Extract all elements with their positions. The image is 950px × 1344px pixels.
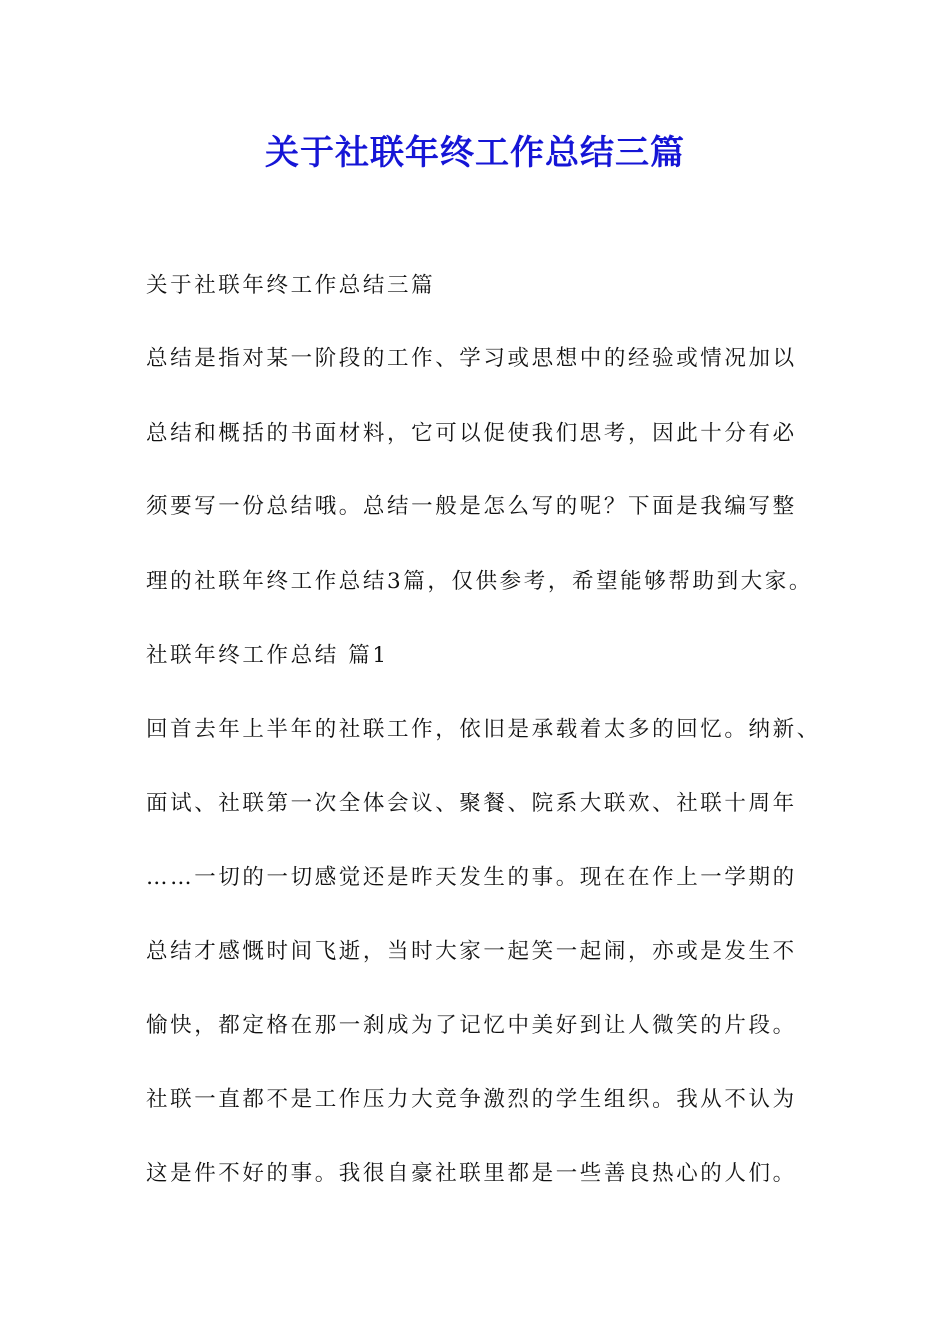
paragraph-line: 总结是指对某一阶段的工作、学习或思想中的经验或情况加以 <box>146 346 797 371</box>
paragraph-line: 回首去年上半年的社联工作，依旧是承载着太多的回忆。纳新、 <box>146 717 821 742</box>
paragraph-line: 总结和概括的书面材料，它可以促使我们思考，因此十分有必 <box>146 421 797 446</box>
paragraph-line: 总结才感慨时间飞逝，当时大家一起笑一起闹，亦或是发生不 <box>146 939 797 964</box>
paragraph-line: 愉快，都定格在那一刹成为了记忆中美好到让人微笑的片段。 <box>146 1013 797 1038</box>
paragraph-line: 须要写一份总结哦。总结一般是怎么写的呢？下面是我编写整 <box>146 494 797 519</box>
section-heading: 社联年终工作总结 篇1 <box>146 643 389 668</box>
subtitle-line: 关于社联年终工作总结三篇 <box>146 273 436 298</box>
paragraph-line: 这是件不好的事。我很自豪社联里都是一些善良热心的人们。 <box>146 1161 797 1186</box>
document-title: 关于社联年终工作总结三篇 <box>265 133 685 173</box>
paragraph-line: 社联一直都不是工作压力大竞争激烈的学生组织。我从不认为 <box>146 1087 797 1112</box>
paragraph-line: 面试、社联第一次全体会议、聚餐、院系大联欢、社联十周年 <box>146 791 797 816</box>
paragraph-line: 理的社联年终工作总结3篇，仅供参考，希望能够帮助到大家。 <box>146 569 813 594</box>
paragraph-line: ……一切的一切感觉还是昨天发生的事。现在在作上一学期的 <box>146 865 797 890</box>
